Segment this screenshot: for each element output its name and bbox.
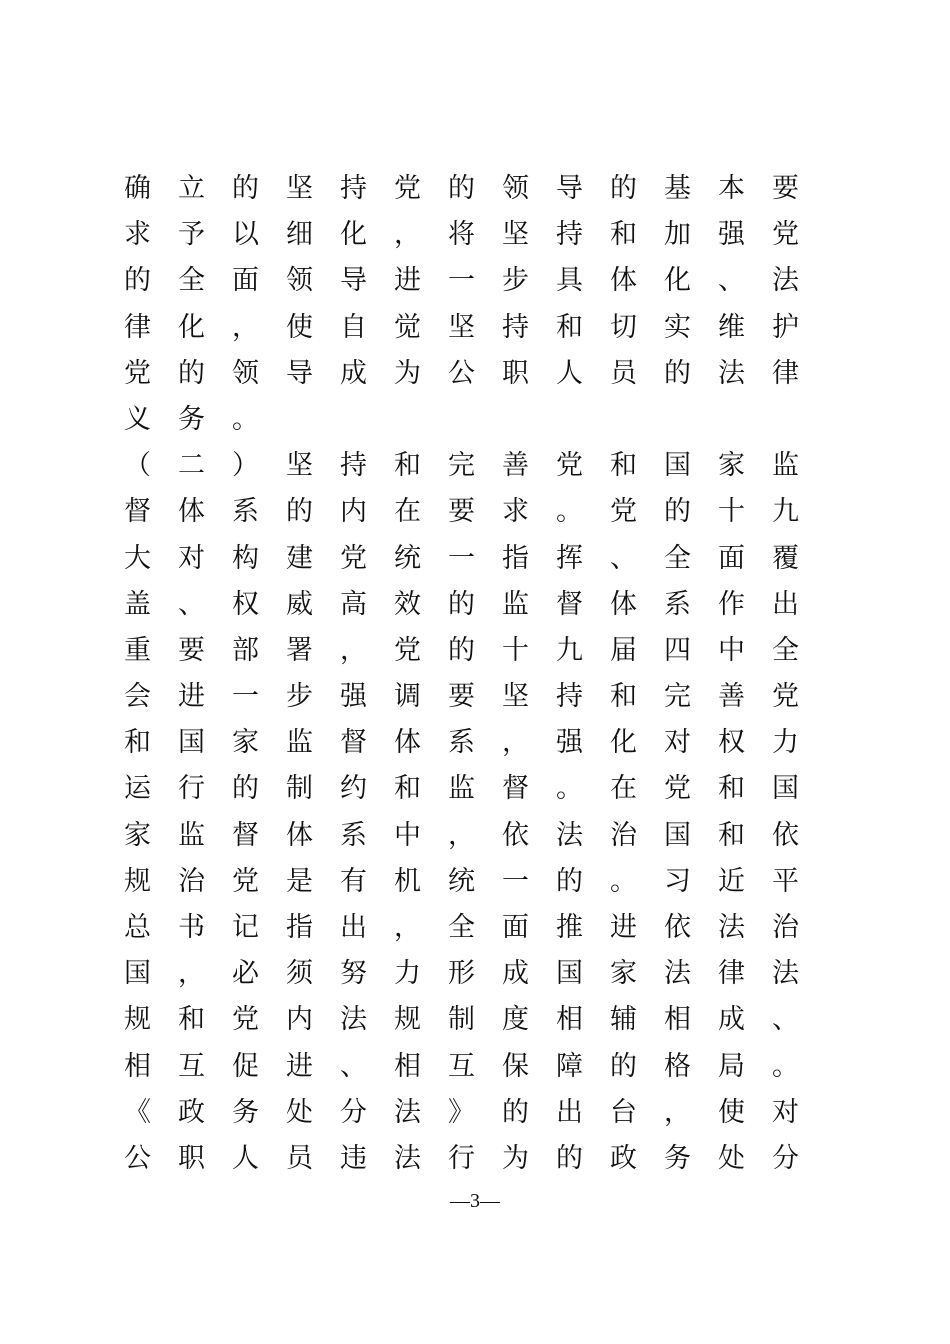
- text-line: 督体系的内在要求。党的十九: [124, 496, 826, 528]
- text-line: 义务。: [124, 403, 286, 435]
- text-line: 和国家监督体系，强化对权力: [124, 727, 826, 759]
- page-number: —3—: [450, 1190, 500, 1212]
- text-line: 规和党内法规制度相辅相成、: [124, 1004, 826, 1036]
- text-line: 公职人员违法行为的政务处分: [124, 1142, 826, 1174]
- text-line: 的全面领导进一步具体化、法: [124, 265, 826, 297]
- text-line: 国，必须努力形成国家法律法: [124, 958, 826, 990]
- text-line: 党的领导成为公职人员的法律: [124, 357, 826, 389]
- text-line: （二）坚持和完善党和国家监: [124, 450, 826, 482]
- text-line: 确立的坚持党的领导的基本要: [124, 173, 826, 204]
- text-line: 相互促进、相互保障的格局。: [124, 1050, 826, 1082]
- text-line: 家监督体系中，依法治国和依: [124, 819, 826, 851]
- text-line: 盖、权威高效的监督体系作出: [124, 588, 826, 620]
- body-text: [124, 166, 824, 1182]
- text-line: 总书记指出，全面推进依法治: [124, 912, 826, 943]
- text-line: 求予以细化，将坚持和加强党: [124, 219, 826, 251]
- text-line: 《政务处分法》的出台，使对: [124, 1096, 826, 1128]
- text-line: 会进一步强调要坚持和完善党: [124, 681, 826, 713]
- text-line: 重要部署，党的十九届四中全: [124, 634, 826, 666]
- text-line: 运行的制约和监督。在党和国: [124, 773, 826, 805]
- text-line: 律化，使自觉坚持和切实维护: [124, 311, 826, 343]
- text-line: 规治党是有机统一的。习近平: [124, 865, 826, 897]
- text-line: 大对构建党统一指挥、全面覆: [124, 542, 826, 574]
